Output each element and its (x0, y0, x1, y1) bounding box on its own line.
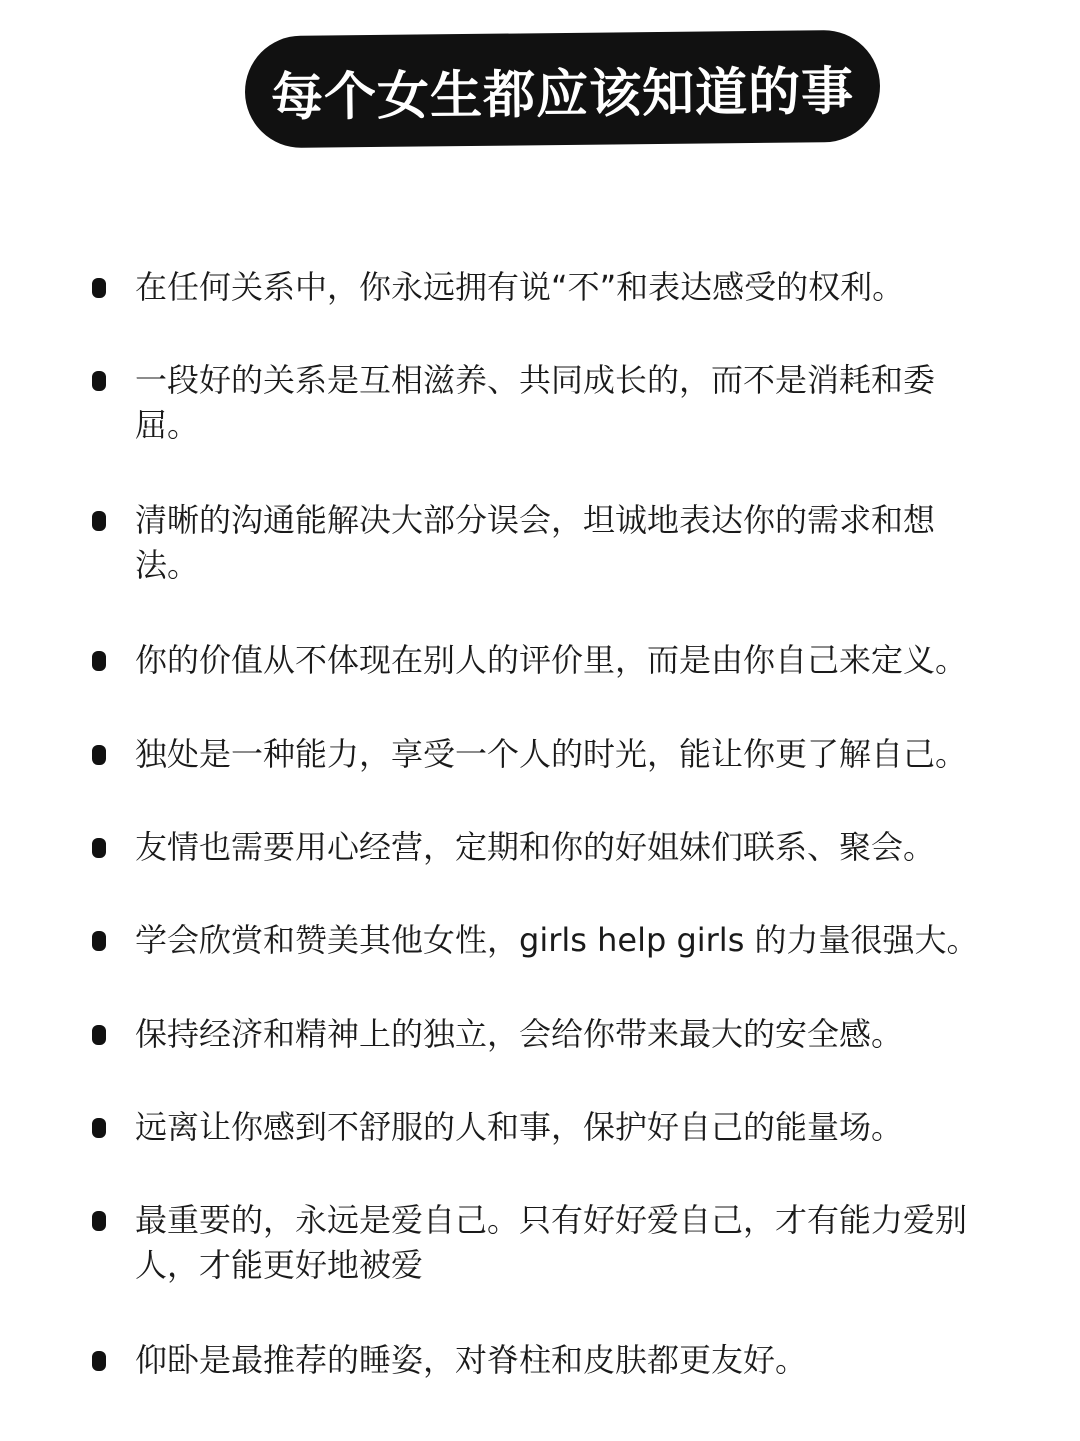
tip-text: 独处是一种能力，享受一个人的时光，能让你更了解自己。 (135, 735, 968, 773)
tip-text: 最重要的，永远是爱自己。只有好好爱自己，才有能力爱别人，才能更好地被爱 (135, 1201, 968, 1284)
bullet-icon (92, 371, 106, 391)
bullet-icon (92, 1025, 106, 1045)
tip-text: 学会欣赏和赞美其他女性，girls help girls 的力量很强大。 (135, 921, 979, 959)
tip-text: 远离让你感到不舒服的人和事，保护好自己的能量场。 (135, 1108, 904, 1146)
bullet-icon (92, 1211, 106, 1231)
bullet-icon (92, 651, 106, 671)
bullet-icon (92, 745, 106, 765)
tip-text: 友情也需要用心经营，定期和你的好姐妹们联系、聚会。 (135, 828, 936, 866)
title-banner (244, 30, 880, 149)
bullet-icon (92, 1118, 106, 1138)
bullet-icon (92, 931, 106, 951)
bullet-icon (92, 511, 106, 531)
bullet-icon (92, 838, 106, 858)
tip-text: 你的价值从不体现在别人的评价里，而是由你自己来定义。 (135, 641, 968, 679)
tip-text: 在任何关系中，你永远拥有说“不”和表达感受的权利。 (135, 268, 905, 306)
bullet-icon (92, 278, 106, 298)
page-title: 每个女生都应该知道的事 (270, 61, 855, 128)
tip-text: 保持经济和精神上的独立，会给你带来最大的安全感。 (135, 1015, 904, 1053)
bullet-icon (92, 1351, 106, 1371)
tip-text: 仰卧是最推荐的睡姿，对脊柱和皮肤都更友好。 (135, 1341, 808, 1379)
tip-text: 一段好的关系是互相滋养、共同成长的，而不是消耗和委屈。 (135, 361, 936, 444)
tip-text: 清晰的沟通能解决大部分误会，坦诚地表达你的需求和想法。 (135, 501, 936, 584)
